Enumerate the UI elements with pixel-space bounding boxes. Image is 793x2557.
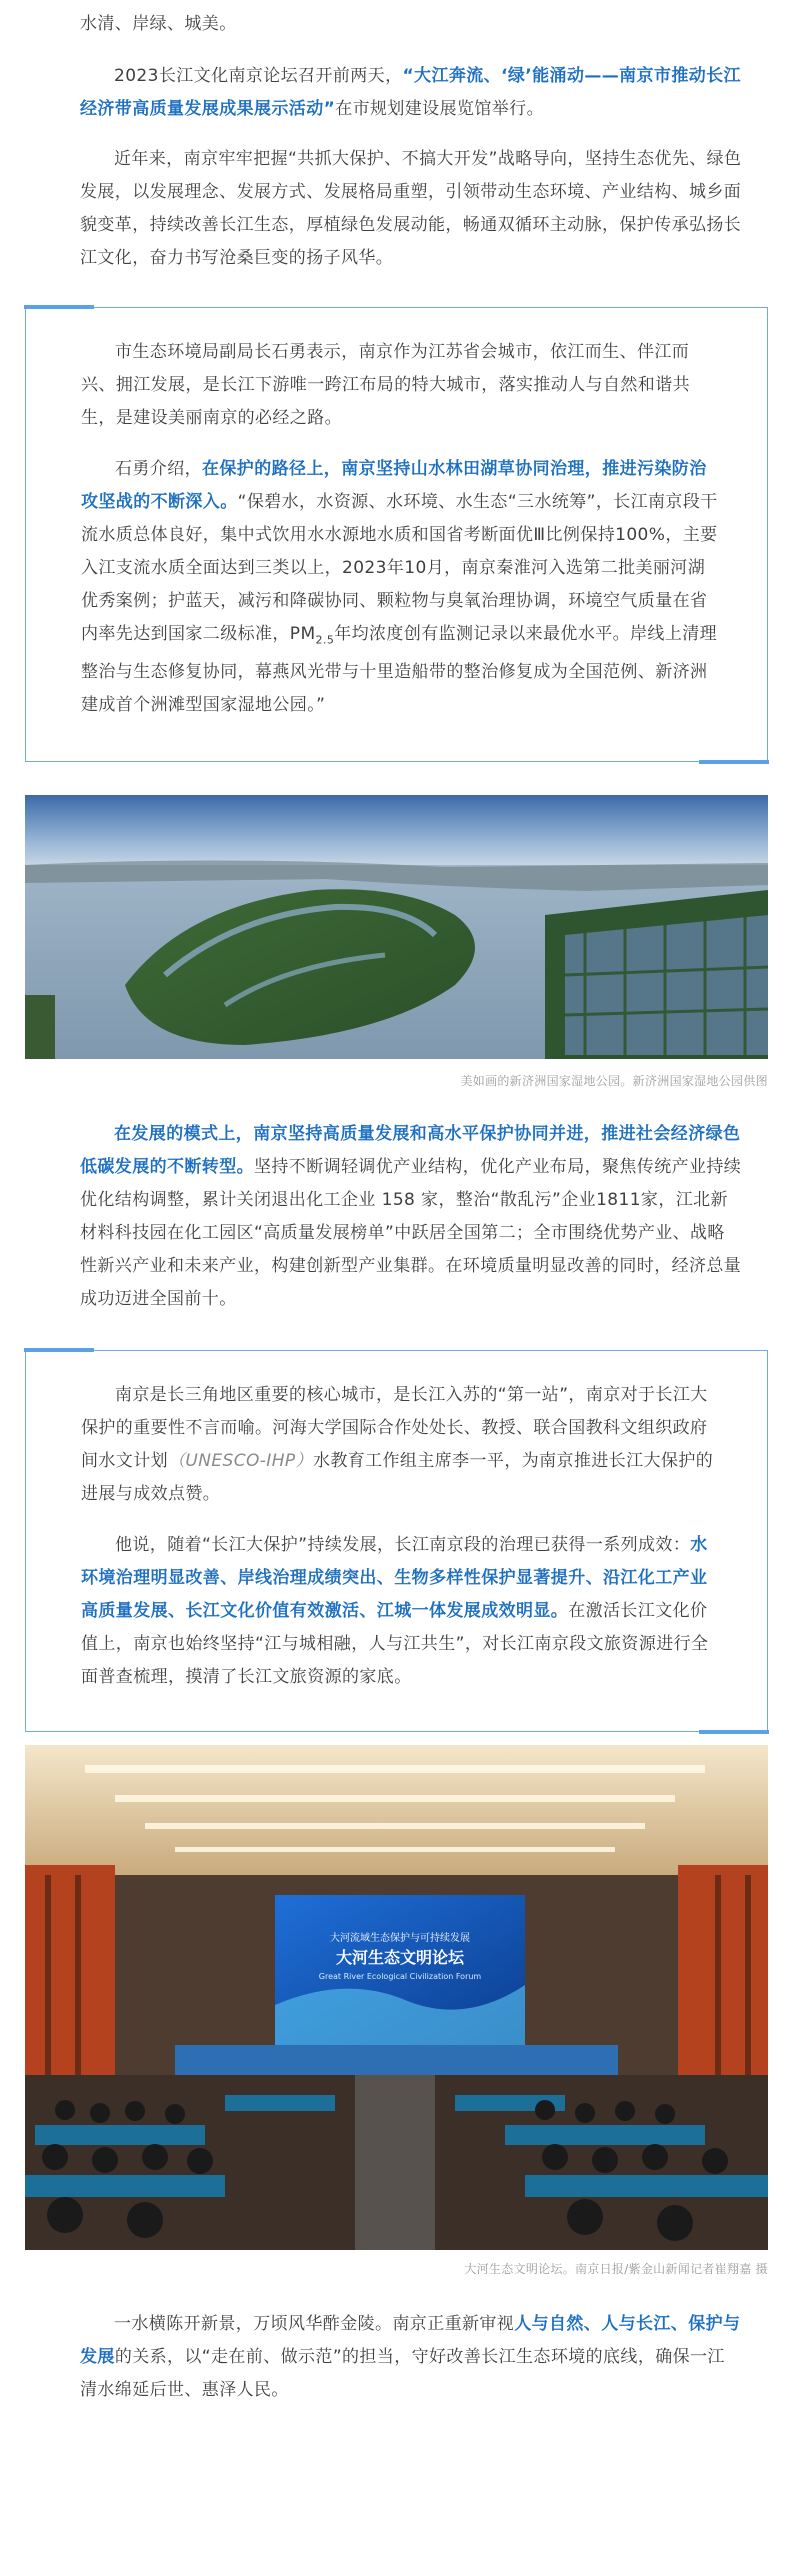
text: “保碧水，水资源、水环境、水生态“三水统筹”，长江南京段干流水质总体良好，集中式饮用水水源地水质和国省考断面优Ⅲ比例保持100%，主要入江支流水质全面达到三类以上，2023年10月，南京秦淮河入选第二批美丽河湖优秀案例；护蓝天，减污和降碳协同、颗粒物与臭氧治理协调，环境空气质量在省内率先达到国家二级标准，PM [81,492,718,644]
subscript: 2.5 [315,633,335,647]
photo-caption: 大河生态文明论坛。南京日报/紫金山新闻记者崔翔嘉 摄 [464,2262,768,2276]
paragraph-expert [81,1379,721,1511]
paragraph-closing [80,2308,742,2407]
text: 在市规划建设展览馆举行。 [335,99,544,119]
forum-hall-photo [25,1745,768,2250]
paragraph-protection [81,453,721,722]
highlight-text: 水环境治理明显改善、岸线治理成绩突出、生物多样性保护显著提升、沿江化工产业高质量发展、长江文化价值有效激活、江城一体发展成效明显。 [81,1535,708,1621]
text: 在激活长江文化价值上，南京也始终坚持“江与城相融，人与江共生”，对长江南京段文旅资源进行全面普查梳理，摸清了长江文旅资源的家底。 [81,1601,709,1687]
paragraph-development [80,1118,742,1316]
text: 一水横陈开新景，万顷风华酢金陵。南京正重新审视 [114,2314,515,2334]
box-corner-accent [699,760,769,764]
text: 坚持不断调轻调优产业结构，优化产业布局，聚焦传统产业持续优化结构调整，累计关闭退出化工企业 158 家，整治“散乱污”企业1811家，江北新材料科技园在化工园区“高质量发展榜单”中跃居全国第二；全市围绕优势产业、战略性新兴产业和未来产业，构建创新型产业集群。在环境质量明显改善的同时，经济总量成功迈进全国前十。 [80,1157,742,1309]
box-corner-accent [24,1348,94,1352]
screen-top-text: 大河流域生态保护与可持续发展 [330,1933,470,1944]
screen-subtitle-text: Great River Ecological Civilization Forum [318,1972,482,1981]
paragraph-overview: 近年来，南京牢牢把握“共抓大保护、不搞大开发”战略导向，坚持生态优先、绿色发展，以发展理念、发展方式、发展格局重塑，引领带动生态环境、产业结构、城乡面貌变革，持续改善长江生态，厚植绿色发展动能，畅通双循环主动脉，保护传承弘扬长江文化，奋力书写沧桑巨变的扬子风华。 [80,149,742,268]
photo-caption: 美如画的新济洲国家湿地公园。新济洲国家湿地公园供图 [460,1074,768,1088]
highlight-text: “大江奔流、‘绿’能涌动——南京市推动长江经济带高质量发展成果展示活动” [80,66,741,119]
text: 石勇介绍， [115,459,202,479]
screen-title-text: 大河生态文明论坛 [335,1948,465,1967]
wetland-aerial-photo [25,795,768,1059]
text: 年均浓度创有监测记录以来最优水平。岸线上清理整治与生态修复协同，幕燕风光带与十里造船带的整治修复成为全国范例、新济洲建成首个洲滩型国家湿地公园。” [81,624,718,716]
forum-illustration [25,1745,768,2250]
box-corner-accent [24,305,94,309]
text: 水教育工作组主席李一平，为南京推进长江大保护的进展与成效点赞。 [81,1451,714,1504]
text: 他说，随着“长江大保护”持续发展，长江南京段的治理已获得一系列成效： [115,1535,691,1555]
box-corner-accent [699,1730,769,1734]
wetland-illustration [25,795,768,1059]
highlight-text: 人与自然、人与长江、保护与发展 [80,2314,741,2367]
unesco-label: （UNESCO-IHP） [168,1451,313,1471]
quote-box-1 [25,307,768,762]
text: 2023长江文化南京论坛召开前两天， [114,66,403,86]
paragraph-official: 市生态环境局副局长石勇表示，南京作为江苏省会城市，依江而生、伴江而兴、拥江发展，是长江下游唯一跨江布局的特大城市，落实推动人与自然和谐共生，是建设美丽南京的必经之路。 [81,342,690,428]
text: 的关系，以“走在前、做示范”的担当，守好改善长江生态环境的底线，确保一江清水绵延后世、惠泽人民。 [80,2347,725,2400]
paragraph-event [80,60,742,126]
highlight-text: 在发展的模式上，南京坚持高质量发展和高水平保护协同并进，推进社会经济绿色低碳发展的不断转型。 [80,1124,741,1177]
highlight-text: 在保护的路径上，南京坚持山水林田湖草协同治理，推进污染防治攻坚战的不断深入。 [81,459,707,512]
paragraph-intro: 水清、岸绿、城美。 [80,14,237,34]
paragraph-achievements [81,1529,721,1694]
quote-box-2 [25,1350,768,1732]
text: 南京是长三角地区重要的核心城市，是长江入苏的“第一站”，南京对于长江大保护的重要性不言而喻。河海大学国际合作处处长、教授、联合国教科文组织政府间水文计划 [81,1385,708,1471]
